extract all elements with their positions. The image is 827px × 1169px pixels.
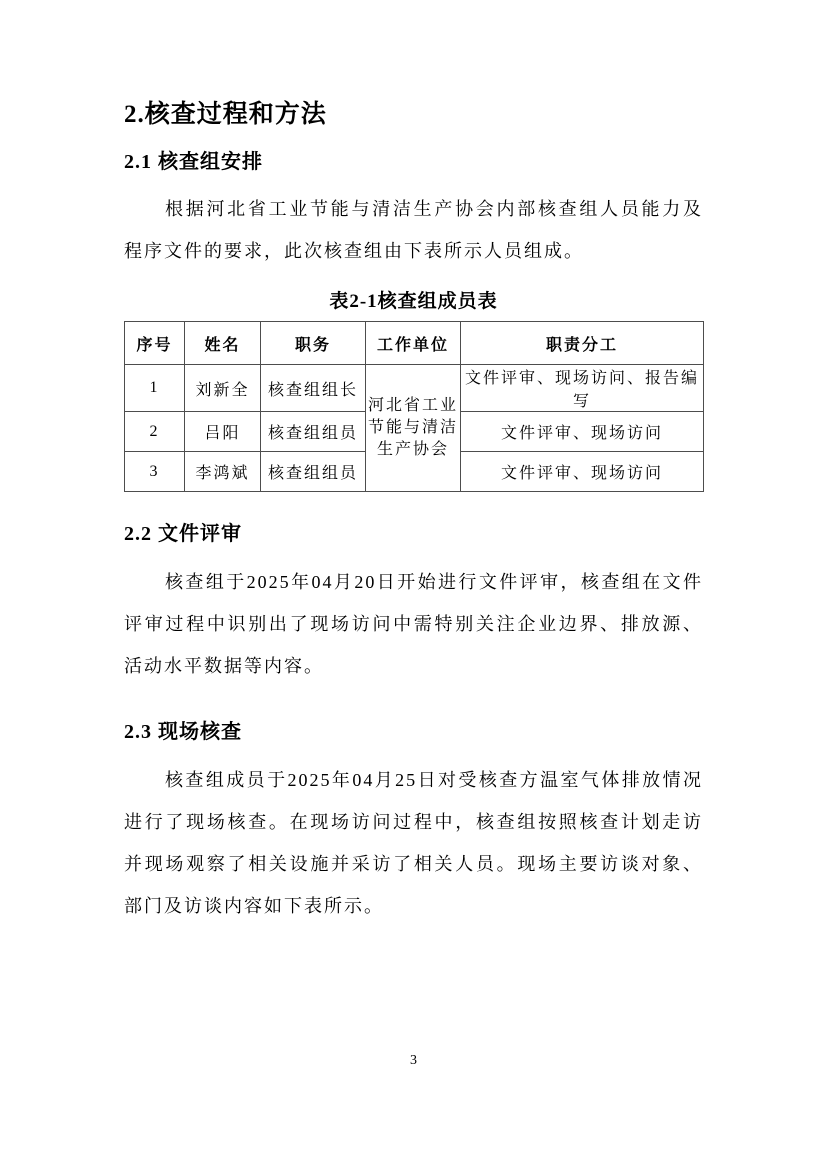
chapter-heading: 2.核查过程和方法 <box>124 101 327 128</box>
table-caption: 表2-1核查组成员表 <box>329 291 498 312</box>
cell-role: 核查组组员 <box>261 412 366 452</box>
subsection-heading-site-verification: 2.3 现场核查 <box>124 721 242 743</box>
cell-role: 核查组组员 <box>261 452 366 492</box>
paragraph-site-verification: 核查组成员于2025年04月25日对受核查方温室气体排放情况进行了现场核查。在现场访问过程中，核查组按照核查计划走访并现场观察了相关设施并采访了相关人员。现场主要访谈对象、部门及访谈内容如下表所示。 <box>124 770 703 916</box>
header-cell-index: 序号 <box>125 322 185 365</box>
cell-index: 3 <box>125 452 185 492</box>
header-cell-name: 姓名 <box>185 322 261 365</box>
paragraph-team-arrangement: 根据河北省工业节能与清洁生产协会内部核查组人员能力及程序文件的要求，此次核查组由下表所示人员组成。 <box>124 199 703 261</box>
paragraph-document-review: 核查组于2025年04月20日开始进行文件评审，核查组在文件评审过程中识别出了现场访问中需特别关注企业边界、排放源、活动水平数据等内容。 <box>124 572 703 676</box>
cell-role: 核查组组长 <box>261 365 366 412</box>
header-cell-work-unit: 工作单位 <box>366 322 461 365</box>
table-row <box>125 365 704 412</box>
table-header-row <box>125 322 704 365</box>
cell-index: 2 <box>125 412 185 452</box>
verification-team-table <box>124 321 704 492</box>
cell-index: 1 <box>125 365 185 412</box>
cell-duty: 文件评审、现场访问 <box>461 412 704 452</box>
header-cell-duty: 职责分工 <box>461 322 704 365</box>
cell-name: 李鸿斌 <box>185 452 261 492</box>
cell-name: 吕阳 <box>185 412 261 452</box>
subsection-heading-document-review: 2.2 文件评审 <box>124 523 242 545</box>
cell-work-unit: 河北省工业节能与清洁生产协会 <box>366 365 461 492</box>
cell-name: 刘新全 <box>185 365 261 412</box>
page-number: 3 <box>410 1053 417 1068</box>
subsection-heading-team-arrangement: 2.1 核查组安排 <box>124 151 263 173</box>
cell-duty: 文件评审、现场访问 <box>461 452 704 492</box>
header-cell-role: 职务 <box>261 322 366 365</box>
cell-duty: 文件评审、现场访问、报告编写 <box>461 365 704 412</box>
